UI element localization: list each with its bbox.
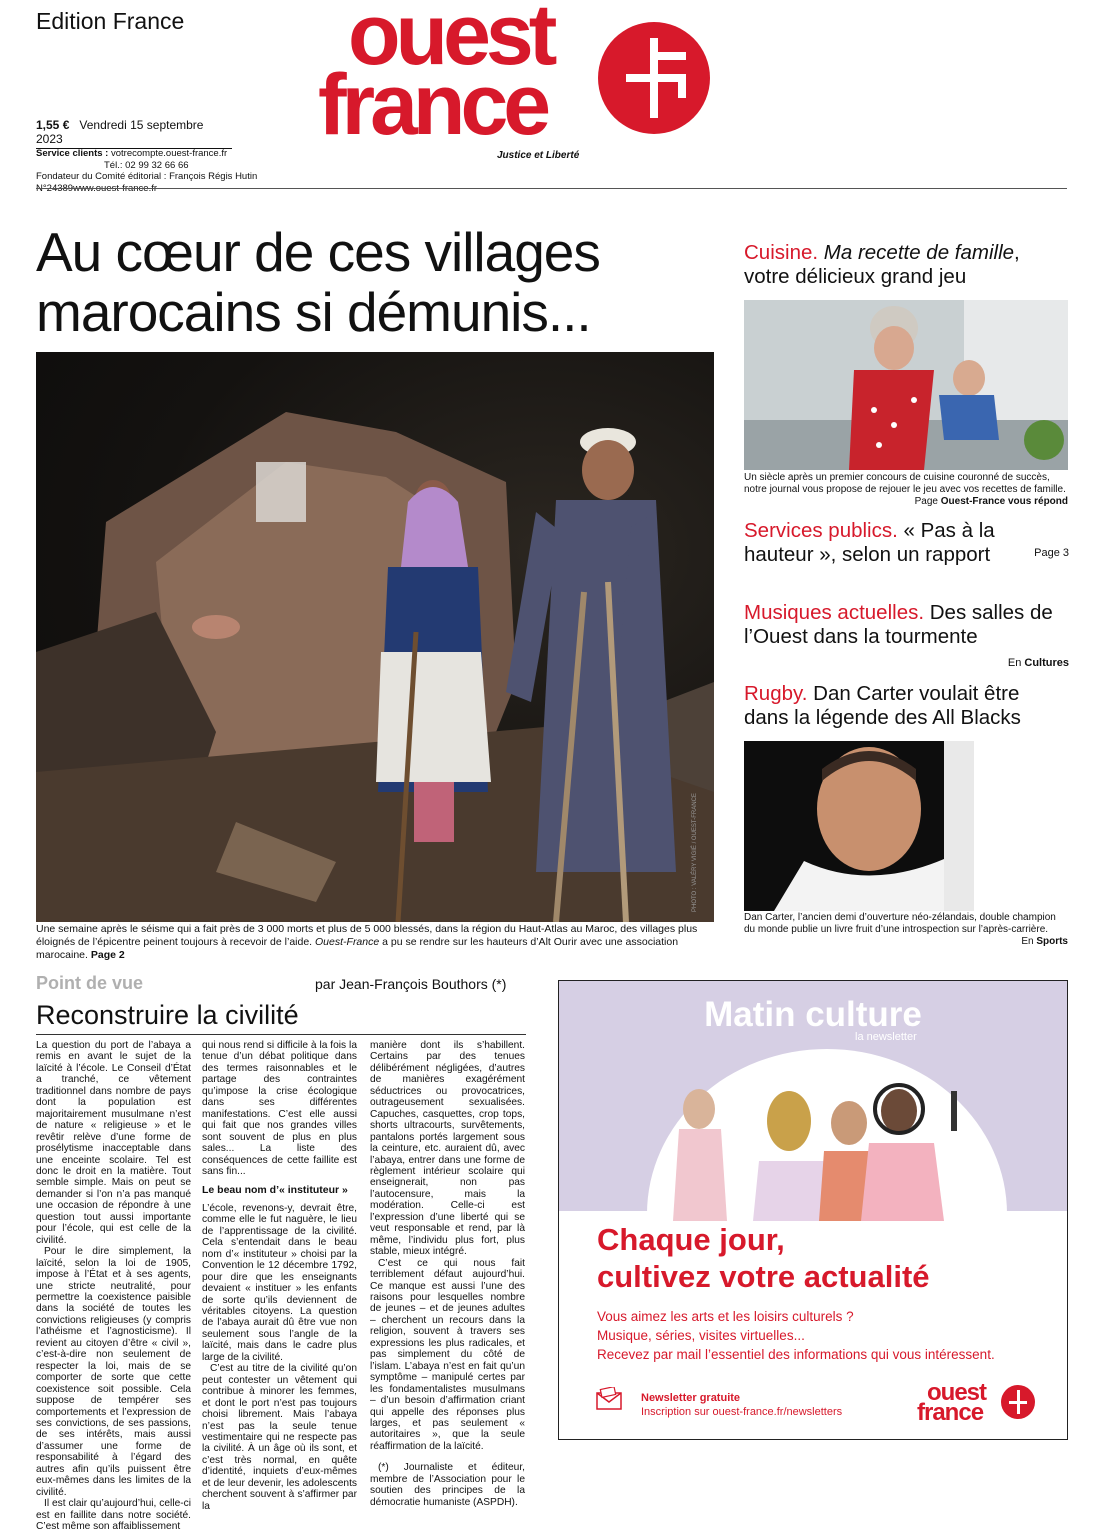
dan-carter-portrait — [744, 741, 1068, 911]
main-headline[interactable]: Au cœur de ces villages marocains si démunis... — [36, 221, 600, 343]
ad-logo-circle-icon — [1001, 1385, 1035, 1419]
rugby-caption-text: Dan Carter, l’ancien demi d’ouverture néo-zélandais, double champion du monde publie un livre fruit d’une introspection sur l’après-carrière. — [744, 912, 1056, 935]
opinion-paragraph: C’est au titre de la civilité qu’on peut contester un vêtement qui contribue à minorer les femmes, et dont le port n’est pas toujours choisi librement. Mais l’abaya n’est pas la seule tenue vestimentaire qui ne respecte pas la civilité. À un âge où ils sont, et c’est très normal, en quête d’identité, inquiets d’eux-mêmes et de leur devenir, les adolescents cherchent souvent à s’affirmer par la — [202, 1363, 357, 1512]
rugby-section-ref[interactable]: Sports — [1036, 936, 1068, 947]
logo-circle-icon — [598, 22, 710, 134]
opinion-subhead: Le beau nom d’« instituteur » — [202, 1184, 348, 1197]
ad-logo — [917, 1379, 987, 1426]
envelope-icon — [595, 1387, 625, 1411]
price: 1,55 € — [36, 118, 70, 132]
ad-newsletter-label: Newsletter gratuite — [641, 1392, 741, 1404]
musiques-page-prefix: En — [1007, 657, 1025, 669]
opinion-column-3 — [370, 1040, 525, 1508]
masthead-divider — [36, 188, 1067, 189]
opinion-divider — [36, 1034, 526, 1035]
musiques-section-ref[interactable]: Cultures — [1024, 657, 1069, 669]
opinion-paragraph: manière dont ils s’habillent. Certains par des tenues délibérément négligées, d’autres de manières exagérément séductrices ou provocatrices, outrageusement sexualisées. Capuches, casquettes, crop tops, shorts ultracourts, survêtements, pantalons portés largement sous la ceinture, etc. auraient dû, avec l’abaya, entrer dans une forme de règlement intérieur scolaire qui enseignerait, non pas l’autocensure, mais la modération. Celle-ci est l’expression d’une liberté qui se veut responsable et rend, par là même, l’individu plus fort, plus stable, mieux intégré. — [370, 1040, 525, 1258]
service-label: Service clients : — [36, 148, 109, 159]
culture-people-illustration — [649, 1071, 979, 1221]
teaser-services-publics[interactable] — [744, 519, 1069, 567]
caption-text-a: Une semaine après le séisme qui a fait près de 3 000 morts et plus de 5 000 blessés, dans la région du Haut-Atlas au Maroc, des villages plus éloignés de l’épicentre peinent toujours à recevoir de l’aide. — [36, 923, 698, 948]
morocco-village-illustration — [36, 352, 714, 922]
price-date-line — [36, 118, 232, 149]
tagline: Justice et Liberté — [497, 150, 580, 161]
ad-headline-line1: Chaque jour, — [597, 1222, 785, 1257]
ad-body-line: Vous aimez les arts et les loisirs culturels ? — [597, 1309, 854, 1324]
rugby-title: Dan Carter voulait être dans la légende des All Blacks — [744, 682, 1021, 729]
cuisine-page-ref[interactable]: Ouest-France vous répond — [940, 496, 1068, 507]
main-photo[interactable] — [36, 352, 714, 922]
ad-body-line: Recevez par mail l’essentiel des informations qui vous intéressent. — [597, 1347, 995, 1362]
caption-page-ref[interactable]: Page 2 — [90, 949, 125, 961]
teaser-musiques-actuelles[interactable] — [744, 601, 1069, 675]
main-photo-caption — [36, 923, 714, 962]
service-phone: Tél.: 02 99 32 66 66 — [104, 159, 189, 171]
ad-body — [597, 1307, 995, 1364]
rugby-photo[interactable] — [744, 741, 1068, 911]
opinion-paragraph: C’est ce qui nous fait terriblement défaut aujourd’hui. Ce manque est aussi l’une des raisons pour lesquelles nombre de jeunes – et de jeunes adultes – cherchent un recours dans la religion, souvent à travers ses expressions les plus radicales, et pas simplement du côté de l’islam. L’abaya n’est en fait qu’un symptôme – manipulé certes par les fondamentalistes musulmans – d’un besoin d’affirmation criant qui appelle des réponses plus larges, et pas seulement « autoritaires », que la seule réaffirmation de la laïcité. — [370, 1257, 525, 1452]
kitchen-illustration — [744, 300, 1068, 470]
cuisine-page-prefix: Page — [914, 496, 941, 507]
opinion-paragraph: L’école, revenons-y, devrait être, comme elle le fut naguère, le lieu de l’apprentissage de la civilité. Cela s’entendait dans le beau nom d’« instituteur » choisi par la Convention le 12 décembre 1792, pour dire que les enseignants devaient « instituer » les enfants de sorte qu’ils deviennent de véritables citoyens. La question de l’abaya aurait dû être vue non seulement sous l’angle de la laïcité, mais dans le cadre plus large de la civilité. — [202, 1202, 357, 1363]
ad-logo-word-france: france — [917, 1399, 984, 1426]
opinion-column-1 — [36, 1040, 191, 1532]
date: Vendredi 15 septembre 2023 — [36, 118, 204, 146]
musiques-title: Des salles de l’Ouest dans la tourmente — [744, 601, 1053, 648]
cuisine-caption — [744, 472, 1068, 508]
cuisine-photo[interactable] — [744, 300, 1068, 470]
cuisine-kicker: Cuisine. — [744, 241, 819, 264]
opinion-byline: par Jean-François Bouthors (*) — [315, 976, 507, 992]
rugby-kicker: Rugby. — [744, 682, 808, 705]
opinion-paragraph: Il est clair qu’aujourd’hui, celle-ci est en faillite dans notre société. C’est même son affaiblissement — [36, 1498, 191, 1532]
teaser-rugby[interactable] — [744, 682, 1069, 730]
service-email[interactable]: votrecompte.ouest-france.fr — [111, 148, 228, 159]
logo-word-france: france — [318, 57, 547, 153]
opinion-column-2 — [202, 1040, 357, 1512]
cuisine-title-italic: Ma recette de famille — [823, 241, 1015, 264]
ad-logo-word-ouest: ouest — [927, 1379, 987, 1406]
ad-title: Matin culture — [704, 995, 922, 1034]
ad-newsletter-link[interactable]: Inscription sur ouest-france.fr/newsletters — [641, 1406, 843, 1418]
services-kicker: Services publics. — [744, 519, 898, 542]
section-label-point-de-vue: Point de vue — [36, 973, 144, 993]
services-title: « Pas à la hauteur », selon un rapport — [744, 519, 995, 566]
ad-headline-line2: cultivez votre actualité — [597, 1259, 930, 1294]
caption-italic: Ouest-France — [315, 936, 380, 948]
ad-subtitle: la newsletter — [855, 1031, 917, 1043]
rugby-page-prefix: En — [1021, 936, 1037, 947]
cuisine-title-rest: , votre délicieux grand jeu — [744, 241, 1020, 288]
main-photo-credit: PHOTO : VALÉRY VIGIÉ / OUEST-FRANCE — [692, 793, 698, 912]
opinion-paragraph: qui nous rend si difficile à la fois la tenue d’un débat politique dans des termes raisonnables et le partage des contraintes qu’impose la crise écologique dans ses différentes manifestations. C’est elle aussi qui fait que nos grandes villes sont souvent de plus en plus sales... La liste des conséquences de cette faillite est sans fin... — [202, 1040, 357, 1177]
rugby-caption — [744, 912, 1068, 948]
opinion-paragraph: Pour le dire simplement, la laïcité, selon la loi de 1905, impose à l’État et à ses agents, une stricte neutralité, pour permettre la coexistence paisible dans la société de toutes les convictions religieuses (y compris l’athéisme et l’agnosticisme). Il revient au citoyen d’être « civil », c’est-à-dire non seulement de respecter la loi, mais de se comporter de sorte que cette coexistence soit possible. Cela suppose de tempérer ses comportements et l’expression de ses convictions, de ses passions, de ses intérêts, mais aussi d’assumer une forme de responsabilité à l’égard des autres afin qu’ils puissent être eux-mêmes dans les limites de la civilité. — [36, 1246, 191, 1498]
opinion-footnote: (*) Journaliste et éditeur, membre de l’Association pour le soutien des principes de la démocratie humaniste (ASPDH). — [370, 1462, 525, 1508]
ad-newsletter-info[interactable] — [641, 1391, 842, 1419]
ad-headline — [597, 1221, 930, 1295]
cuisine-caption-text: Un siècle après un premier concours de cuisine couronné de succès, notre journal vous propose de rejouer le jeu avec vos recettes de famille. — [744, 472, 1066, 495]
ad-body-line: Musique, séries, visites virtuelles... — [597, 1328, 805, 1343]
founder-line: Fondateur du Comité éditorial : François Régis Hutin — [36, 171, 258, 182]
edition-label: Edition France — [36, 8, 185, 34]
logo-word-ouest: ouest — [348, 0, 553, 83]
teaser-cuisine[interactable] — [744, 241, 1069, 289]
musiques-kicker: Musiques actuelles. — [744, 601, 925, 624]
opinion-title[interactable]: Reconstruire la civilité — [36, 1000, 299, 1030]
caption-text-b: a pu se rendre sur les hauteurs d’Alt Ourir avec une association marocaine. — [36, 936, 679, 961]
newsletter-ad[interactable] — [558, 980, 1068, 1440]
ouest-france-logo[interactable] — [318, 0, 608, 153]
opinion-paragraph: La question du port de l’abaya a remis en avant le sujet de la laïcité à l’école. Le Conseil d’État a tranché, ce vêtement traditionnel dans nombre de pays dont la population est majoritairement musulmane n’est de nature « religieuse » et le revêtir relève d’une forme de prosélytisme inacceptable dans une enceinte scolaire. Tel est donc le droit en la matière. Tout semble simple. Mais on peut se demander si l’on n’a pas manqué une occasion de répondre à une question tout aussi importante pour l’école, qui est celle de la civilité. — [36, 1040, 191, 1246]
issue-number[interactable]: N°24389www.ouest-france.fr — [36, 182, 158, 194]
services-page-ref[interactable]: Page 3 — [1034, 547, 1069, 559]
